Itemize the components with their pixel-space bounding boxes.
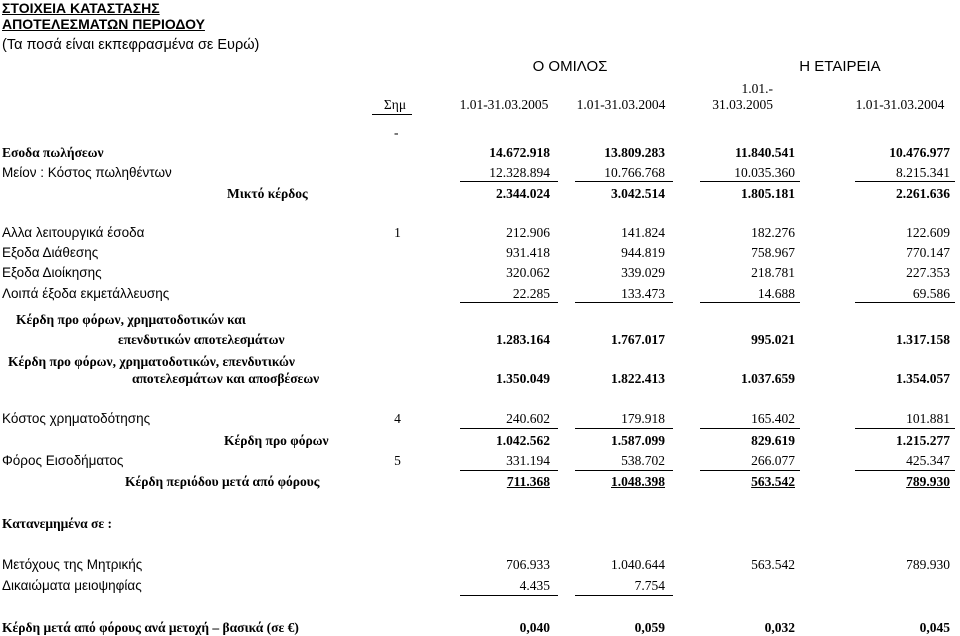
cell-tax-company-2004: 425.347 bbox=[906, 453, 950, 468]
rule bbox=[460, 181, 558, 182]
row-label-administration: Εξοδα Διοίκησης bbox=[2, 265, 102, 280]
cell-eps-group-2005: 0,040 bbox=[519, 620, 550, 635]
company-2005-header-line2: 31.03.2005 bbox=[712, 97, 773, 112]
cell-ebit-company-2005: 995.021 bbox=[751, 332, 795, 347]
cell-other-exp-group-2004: 133.473 bbox=[621, 286, 665, 301]
cell-admin-group-2004: 339.029 bbox=[621, 265, 665, 280]
cell-ebit-company-2004: 1.317.158 bbox=[896, 332, 950, 347]
group-header: Ο ΟΜΙΛΟΣ bbox=[532, 58, 608, 75]
row-label-ebt: Κέρδη προ φόρων bbox=[224, 433, 329, 448]
cell-finance-company-2005: 165.402 bbox=[751, 411, 795, 426]
title-line-2: ΑΠΟΤΕΛΕΣΜΑΤΩΝ ΠΕΡΙΟΔΟΥ bbox=[2, 16, 205, 32]
rule bbox=[575, 181, 673, 182]
cell-parent-group-2005: 706.933 bbox=[506, 557, 550, 572]
rule bbox=[700, 181, 800, 182]
row-label-gross-profit: Μικτό κέρδος bbox=[227, 186, 308, 201]
cell-ebitda-group-2004: 1.822.413 bbox=[611, 371, 665, 386]
row-label-cost-of-sales: Μείον : Κόστος πωληθέντων bbox=[2, 165, 172, 180]
rule bbox=[575, 470, 673, 471]
rule bbox=[460, 595, 558, 596]
cell-gross-company-2005: 1.805.181 bbox=[741, 186, 795, 201]
rule bbox=[700, 428, 800, 429]
cell-sales-group-2005: 14.672.918 bbox=[489, 145, 550, 160]
cell-distribution-company-2005: 758.967 bbox=[751, 245, 795, 260]
cell-admin-company-2004: 227.353 bbox=[906, 265, 950, 280]
cell-ebit-group-2004: 1.767.017 bbox=[611, 332, 665, 347]
cell-other-income-group-2004: 141.824 bbox=[621, 225, 665, 240]
rule bbox=[855, 181, 955, 182]
cell-minority-group-2004: 7.754 bbox=[634, 578, 665, 593]
cell-ebitda-company-2004: 1.354.057 bbox=[896, 371, 950, 386]
note-header: Σημ bbox=[383, 97, 407, 112]
cell-tax-group-2005: 331.194 bbox=[506, 453, 550, 468]
rule bbox=[460, 428, 558, 429]
cell-eps-company-2004: 0,045 bbox=[919, 620, 950, 635]
rule bbox=[460, 302, 558, 303]
header-dash: - bbox=[394, 125, 399, 140]
cell-other-exp-company-2005: 14.688 bbox=[757, 286, 795, 301]
cell-other-income-company-2005: 182.276 bbox=[751, 225, 795, 240]
cell-eps-company-2005: 0,032 bbox=[764, 620, 795, 635]
cell-admin-group-2005: 320.062 bbox=[506, 265, 550, 280]
header-rule-note bbox=[372, 114, 412, 115]
rule bbox=[575, 428, 673, 429]
row-label-distribution: Εξοδα Διάθεσης bbox=[2, 245, 99, 260]
cell-ebt-company-2005: 829.619 bbox=[751, 433, 795, 448]
rule bbox=[700, 470, 800, 471]
row-label-ebit-line1: Κέρδη προ φόρων, χρηματοδοτικών και bbox=[16, 312, 246, 327]
row-label-other-income: Αλλα λειτουργικά έσοδα bbox=[2, 225, 145, 240]
row-label-minority: Δικαιώματα μειοψηφίας bbox=[2, 578, 142, 593]
cell-ebt-group-2004: 1.587.099 bbox=[611, 433, 665, 448]
cell-ebitda-group-2005: 1.350.049 bbox=[496, 371, 550, 386]
cell-other-exp-group-2005: 22.285 bbox=[512, 286, 550, 301]
row-label-parent: Μετόχους της Μητρικής bbox=[2, 557, 143, 572]
cell-sales-group-2004: 13.809.283 bbox=[604, 145, 665, 160]
allocated-heading: Κατανεμημένα σε : bbox=[2, 516, 112, 531]
cell-ebt-company-2004: 1.215.277 bbox=[896, 433, 950, 448]
rule bbox=[855, 428, 955, 429]
company-2005-header-line1: 1.01.- bbox=[741, 81, 773, 96]
cell-distribution-group-2004: 944.819 bbox=[621, 245, 665, 260]
cell-admin-company-2005: 218.781 bbox=[751, 265, 795, 280]
cell-tax-company-2005: 266.077 bbox=[751, 453, 795, 468]
cell-parent-company-2005: 563.542 bbox=[751, 557, 795, 572]
cell-finance-group-2005: 240.602 bbox=[506, 411, 550, 426]
row-label-ebitda-line1: Κέρδη προ φόρων, χρηματοδοτικών, επενδυτικών bbox=[8, 354, 295, 369]
cell-other-exp-company-2004: 69.586 bbox=[912, 286, 950, 301]
row-label-net-profit: Κέρδη περιόδου μετά από φόρους bbox=[125, 474, 320, 489]
cell-net-group-2004: 1.048.398 bbox=[611, 474, 665, 489]
cell-net-company-2005: 563.542 bbox=[751, 474, 795, 489]
cell-gross-group-2005: 2.344.024 bbox=[496, 186, 550, 201]
title-currency-note: (Τα ποσά είναι εκπεφρασμένα σε Ευρώ) bbox=[2, 37, 260, 53]
row-label-income-tax: Φόρος Εισοδήματος bbox=[2, 453, 124, 468]
cell-ebt-group-2005: 1.042.562 bbox=[496, 433, 550, 448]
row-label-sales: Εσοδα πωλήσεων bbox=[2, 145, 104, 160]
cell-tax-group-2004: 538.702 bbox=[621, 453, 665, 468]
cell-other-income-group-2005: 212.906 bbox=[506, 225, 550, 240]
row-label-other-expenses: Λοιπά έξοδα εκμετάλλευσης bbox=[2, 286, 170, 301]
note-income-tax: 5 bbox=[394, 453, 401, 468]
title-line-1: ΣΤΟΙΧΕΙΑ ΚΑΤΑΣΤΑΣΗΣ bbox=[2, 0, 160, 16]
company-2004-header: 1.01-31.03.2004 bbox=[855, 97, 945, 112]
cell-finance-company-2004: 101.881 bbox=[906, 411, 950, 426]
cell-cost-company-2004: 8.215.341 bbox=[896, 165, 950, 180]
cell-sales-company-2004: 10.476.977 bbox=[889, 145, 950, 160]
cell-other-income-company-2004: 122.609 bbox=[906, 225, 950, 240]
cell-gross-group-2004: 3.042.514 bbox=[611, 186, 665, 201]
cell-distribution-group-2005: 931.418 bbox=[506, 245, 550, 260]
cell-cost-group-2005: 12.328.894 bbox=[489, 165, 550, 180]
row-label-eps: Κέρδη μετά από φόρους ανά μετοχή – βασικά (σε €) bbox=[2, 620, 299, 635]
note-finance-cost: 4 bbox=[394, 411, 401, 426]
note-other-income: 1 bbox=[394, 225, 401, 240]
cell-distribution-company-2004: 770.147 bbox=[906, 245, 950, 260]
cell-net-company-2004: 789.930 bbox=[906, 474, 950, 489]
rule bbox=[575, 302, 673, 303]
rule bbox=[855, 302, 955, 303]
rule bbox=[700, 302, 800, 303]
row-label-ebit-line2: επενδυτικών αποτελεσμάτων bbox=[118, 332, 285, 347]
group-2005-header: 1.01-31.03.2005 bbox=[459, 97, 549, 112]
cell-ebit-group-2005: 1.283.164 bbox=[496, 332, 550, 347]
cell-parent-group-2004: 1.040.644 bbox=[611, 557, 665, 572]
cell-eps-group-2004: 0,059 bbox=[634, 620, 665, 635]
row-label-ebitda-line2: αποτελεσμάτων και αποσβέσεων bbox=[132, 371, 320, 386]
cell-net-group-2005: 711.368 bbox=[506, 474, 550, 489]
cell-ebitda-company-2005: 1.037.659 bbox=[741, 371, 795, 386]
cell-parent-company-2004: 789.930 bbox=[906, 557, 950, 572]
cell-finance-group-2004: 179.918 bbox=[621, 411, 665, 426]
cell-gross-company-2004: 2.261.636 bbox=[896, 186, 950, 201]
rule bbox=[575, 595, 673, 596]
row-label-finance-cost: Κόστος χρηματοδότησης bbox=[2, 411, 151, 426]
cell-cost-company-2005: 10.035.360 bbox=[734, 165, 795, 180]
company-header: Η ΕΤΑΙΡΕΙΑ bbox=[799, 58, 881, 75]
cell-minority-group-2005: 4.435 bbox=[519, 578, 550, 593]
rule bbox=[855, 470, 955, 471]
group-2004-header: 1.01-31.03.2004 bbox=[576, 97, 666, 112]
cell-cost-group-2004: 10.766.768 bbox=[604, 165, 665, 180]
rule bbox=[460, 470, 558, 471]
cell-sales-company-2005: 11.840.541 bbox=[734, 145, 795, 160]
